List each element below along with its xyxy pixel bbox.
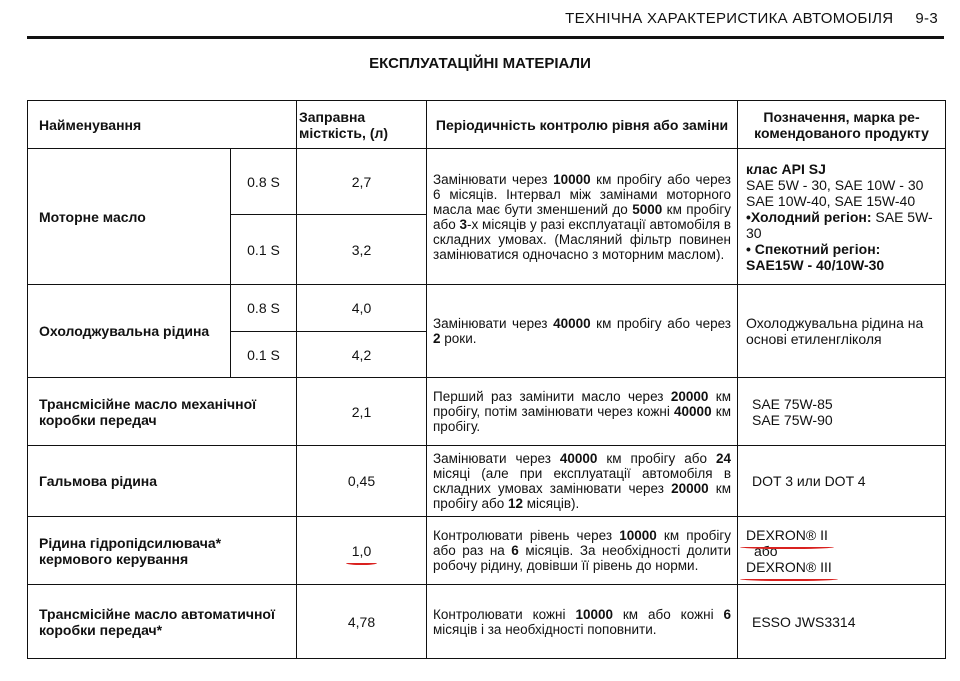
manual-trans-cap: 2,1	[297, 378, 427, 446]
engine-oil-name: Моторне масло	[28, 149, 231, 285]
section-title: ЕКСПЛУАТАЦІЙНІ МАТЕРІАЛИ	[369, 55, 591, 72]
brake-name: Гальмова рідина	[28, 446, 297, 517]
col-header-period: Періодичність контролю рівня або заміни	[427, 101, 738, 149]
manual-trans-period: Перший раз замінити масло через 20000 км пробігу, потім замінювати через кожні 40000 км пробігу.	[427, 378, 738, 446]
red-underline-annotation	[740, 576, 838, 581]
coolant-sub1: 0.8 S	[231, 285, 297, 332]
power-steering-name: Рідина гідропідсилювача* кермового керування	[28, 517, 297, 585]
table-row-manual-trans	[28, 378, 946, 446]
table-row-coolant	[28, 285, 946, 332]
table-row-auto-trans	[28, 585, 946, 659]
auto-trans-period: Контролювати кожні 10000 км або кожні 6 місяців і за необхідності поповнити.	[427, 585, 738, 659]
coolant-sub2: 0.1 S	[231, 332, 297, 378]
power-steering-period: Контролювати рівень через 10000 км пробігу або раз на 6 місяців. За необхідності долити робочу рідину, довівши її рівень до норми.	[427, 517, 738, 585]
dexron-ii-label: DEXRON® II	[746, 527, 828, 543]
running-header	[565, 10, 938, 27]
dexron-iii-label: DEXRON® III	[746, 559, 832, 575]
table-row-power-steering	[28, 517, 946, 585]
brake-period: Замінювати через 40000 км пробігу або 24 місяці (але при експлуатації автомобіля в складних умовах замінювати через 20000 км пробігу або 12 місяців).	[427, 446, 738, 517]
auto-trans-mark: ESSO JWS3314	[738, 585, 946, 659]
power-steering-mark: DEXRON® II або DEXRON® III	[738, 517, 946, 585]
coolant-period: Замінювати через 40000 км пробігу або через 2 роки.	[427, 285, 738, 378]
coolant-name: Охолоджувальна рідина	[28, 285, 231, 378]
red-underline-annotation	[740, 544, 834, 549]
coolant-cap2: 4,2	[297, 332, 427, 378]
auto-trans-cap: 4,78	[297, 585, 427, 659]
red-underline-annotation	[346, 560, 377, 565]
coolant-cap1: 4,0	[297, 285, 427, 332]
power-steering-cap: 1,0	[352, 543, 371, 559]
table-row-brake	[28, 446, 946, 517]
header-rule	[27, 36, 944, 39]
engine-oil-cap1: 2,7	[297, 149, 427, 215]
manual-trans-name: Трансмісійне масло механічної коробки передач	[28, 378, 297, 446]
brake-mark: DOT 3 или DOT 4	[738, 446, 946, 517]
power-steering-cap-cell	[297, 517, 427, 585]
coolant-mark: Охолоджувальна рідина на основі етиленгліколя	[738, 285, 946, 378]
materials-table	[27, 100, 946, 659]
engine-oil-sub1: 0.8 S	[231, 149, 297, 215]
engine-oil-period: Замінювати через 10000 км пробігу або через 6 місяців. Інтервал між замінами моторного масла має бути зменшений до 5000 км пробігу або 3-х місяців у разі експлуатації автомобіля в складних умовах. (Масляний фільтр повинен замінюватися одночасно з моторним маслом).	[427, 149, 738, 285]
col-header-mark: Позначення, марка ре-комендованого продукту	[738, 101, 946, 149]
auto-trans-name: Трансмісійне масло автоматичної коробки передач*	[28, 585, 297, 659]
engine-oil-mark: клас API SJ SAE 5W - 30, SAE 10W - 30 SAE 10W-40, SAE 15W-40 •Холодний регіон: SAE 5W-30 • Спекотний регіон: SAE15W - 40/10W-30	[738, 149, 946, 285]
table-header-row	[28, 101, 946, 149]
engine-oil-cap2: 3,2	[297, 215, 427, 285]
engine-oil-sub2: 0.1 S	[231, 215, 297, 285]
header-title: ТЕХНІЧНА ХАРАКТЕРИСТИКА АВТОМОБІЛЯ	[565, 10, 894, 27]
table-row-engine-oil	[28, 149, 946, 215]
col-header-capacity: Заправна місткість, (л)	[297, 101, 427, 149]
col-header-name: Найменування	[28, 101, 297, 149]
brake-cap: 0,45	[297, 446, 427, 517]
page-number: 9-3	[915, 10, 938, 27]
manual-trans-mark: SAE 75W-85 SAE 75W-90	[738, 378, 946, 446]
